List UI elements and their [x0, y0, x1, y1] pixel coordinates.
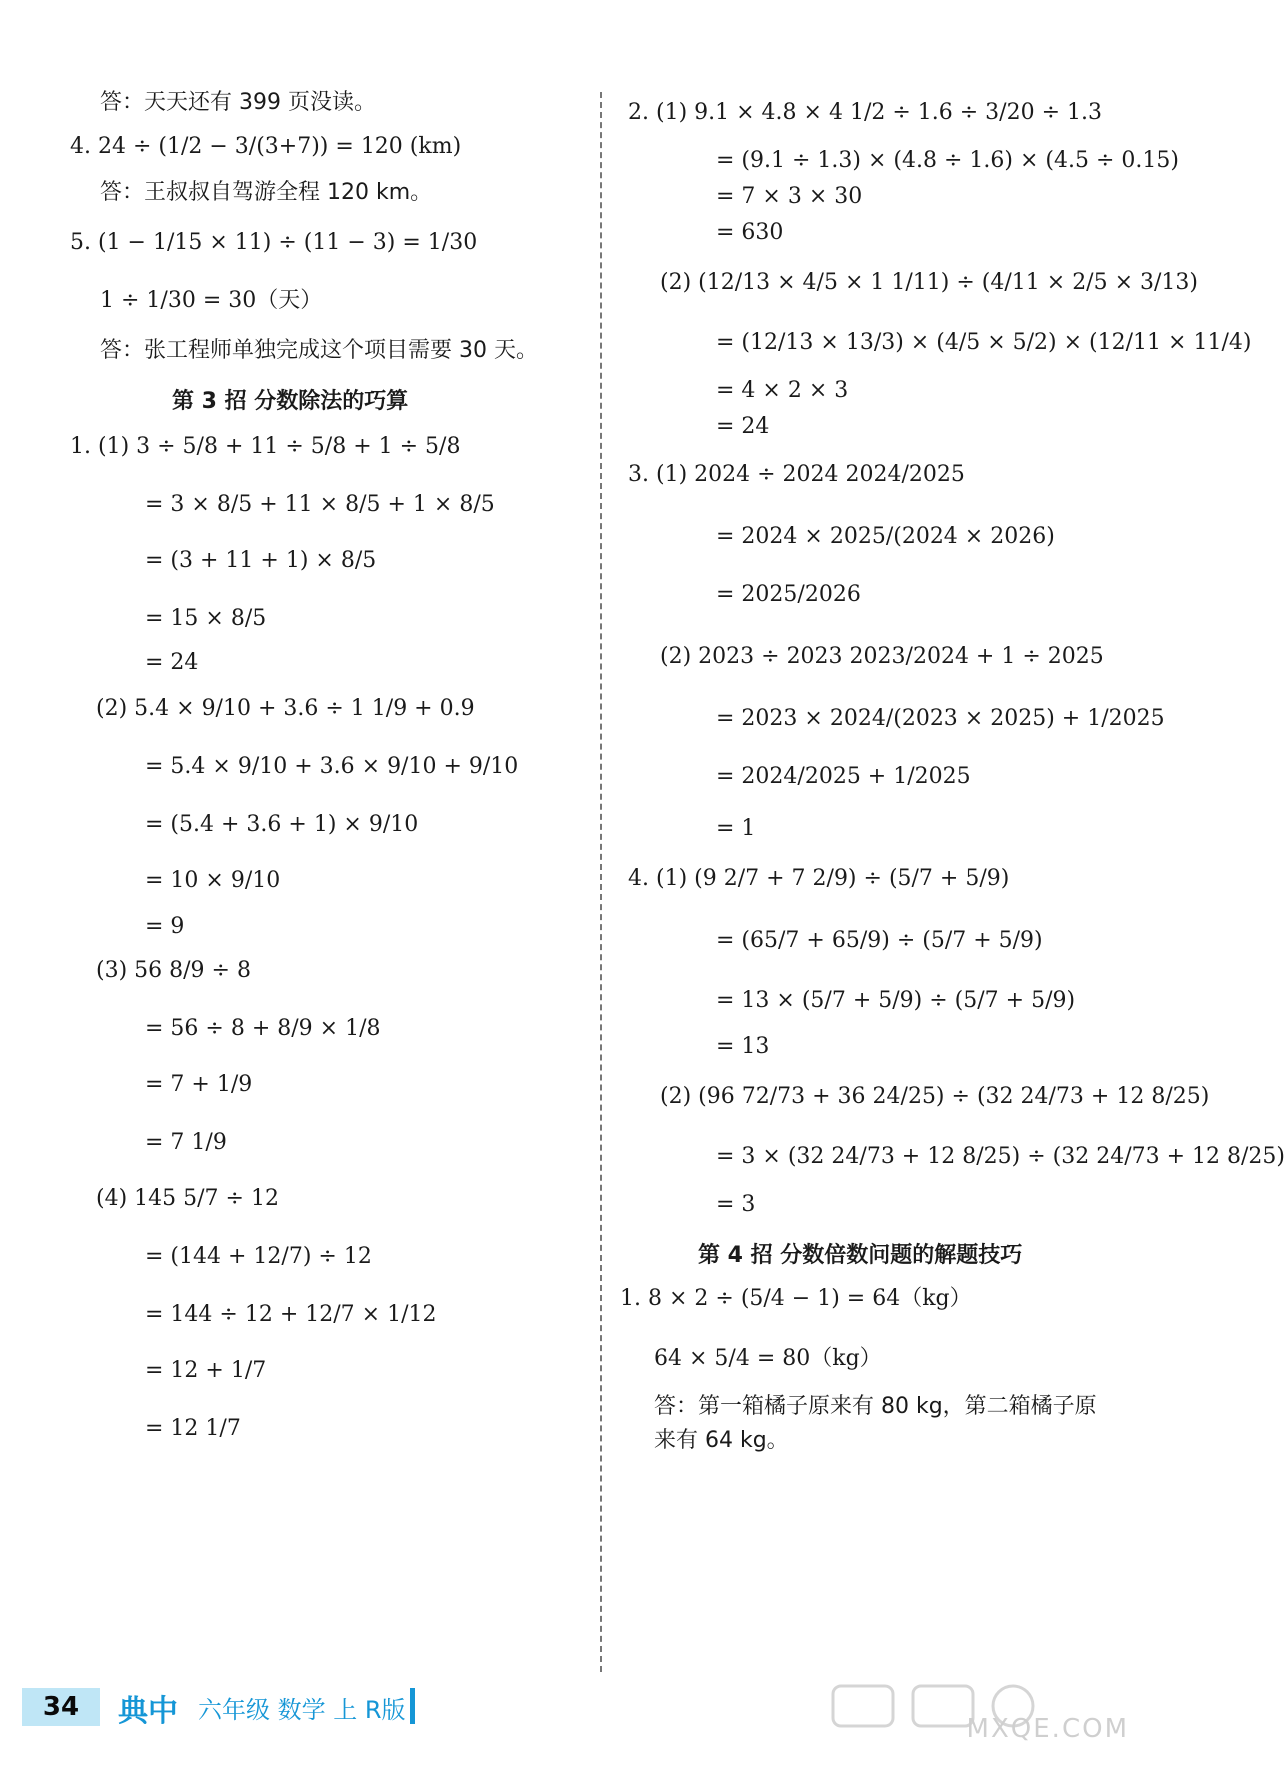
answer-4: 答：王叔叔自驾游全程 120 km。 [100, 180, 433, 205]
q1-1-step: = 3 × 8/5 + 11 × 8/5 + 1 × 8/5 [145, 492, 495, 517]
q1-2: (2) 5.4 × 9/10 + 3.6 ÷ 1 1/9 + 0.9 [96, 696, 475, 721]
q1-1-result: = 24 [145, 650, 199, 675]
brand-logo: 典中 [118, 1694, 178, 1729]
problem-4: 4. 24 ÷ (1/2 − 3/(3+7)) = 120 (km) [70, 134, 462, 159]
section-heading-4: 第 4 招 分数倍数问题的解题技巧 [698, 1243, 1023, 1268]
q5-1: 1. 8 × 2 ÷ (5/4 − 1) = 64（kg） [620, 1286, 972, 1311]
q4-1-step: = 13 × (5/7 + 5/9) ÷ (5/7 + 5/9) [716, 988, 1076, 1013]
q4-1-result: = 13 [716, 1034, 770, 1059]
q3-1-result: = 2025/2026 [716, 582, 861, 607]
q1-4-step: = 144 ÷ 12 + 12/7 × 1/12 [145, 1302, 437, 1327]
q4-2-result: = 3 [716, 1192, 756, 1217]
q1-4-result: = 12 1/7 [145, 1416, 241, 1441]
title-bar-divider [410, 1688, 415, 1724]
watermark [773, 1682, 1133, 1744]
q5-1-step: 64 × 5/4 = 80（kg） [654, 1346, 882, 1371]
q2-1-result: = 630 [716, 220, 784, 245]
q3-1-step: = 2024 × 2025/(2024 × 2026) [716, 524, 1055, 549]
problem-5: 5. (1 − 1/15 × 11) ÷ (11 − 3) = 1/30 [70, 230, 478, 255]
problem-5-step: 1 ÷ 1/30 = 30（天） [100, 288, 323, 313]
q1-4-step: = (144 + 12/7) ÷ 12 [145, 1244, 372, 1269]
q3-2-result: = 1 [716, 816, 756, 841]
q2-2-result: = 24 [716, 414, 770, 439]
q2-1: 2. (1) 9.1 × 4.8 × 4 1/2 ÷ 1.6 ÷ 3/20 ÷ 1.3 [628, 100, 1102, 125]
q1-1: 1. (1) 3 ÷ 5/8 + 11 ÷ 5/8 + 1 ÷ 5/8 [70, 434, 461, 459]
section-heading-3: 第 3 招 分数除法的巧算 [172, 389, 409, 414]
q1-1-step: = (3 + 11 + 1) × 8/5 [145, 548, 377, 573]
page-footer [0, 1680, 1151, 1744]
watermark-text: MXQE.COM [966, 1714, 1129, 1744]
q3-1: 3. (1) 2024 ÷ 2024 2024/2025 [628, 462, 965, 487]
q3-2: (2) 2023 ÷ 2023 2023/2024 + 1 ÷ 2025 [660, 644, 1104, 669]
q4-1: 4. (1) (9 2/7 + 7 2/9) ÷ (5/7 + 5/9) [628, 866, 1010, 891]
q2-2: (2) (12/13 × 4/5 × 1 1/11) ÷ (4/11 × 2/5 × 3/13) [660, 270, 1199, 295]
q1-2-step: = 10 × 9/10 [145, 868, 281, 893]
q1-3-result: = 7 1/9 [145, 1130, 227, 1155]
q2-1-step: = 7 × 3 × 30 [716, 184, 863, 209]
q2-2-step: = (12/13 × 13/3) × (4/5 × 5/2) × (12/11 × 11/4) [716, 330, 1252, 355]
q4-2-step: = 3 × (32 24/73 + 12 8/25) ÷ (32 24/73 + 12 8/25) [716, 1144, 1285, 1169]
q4-2: (2) (96 72/73 + 36 24/25) ÷ (32 24/73 + 12 8/25) [660, 1084, 1210, 1109]
q1-3-step: = 56 ÷ 8 + 8/9 × 1/8 [145, 1016, 381, 1041]
q4-1-step: = (65/7 + 65/9) ÷ (5/7 + 5/9) [716, 928, 1043, 953]
q1-4-step: = 12 + 1/7 [145, 1358, 267, 1383]
page-number: 34 [22, 1688, 100, 1726]
q3-2-step: = 2024/2025 + 1/2025 [716, 764, 971, 789]
answer-q5-1-cont: 来有 64 kg。 [654, 1428, 789, 1453]
answer-1: 答：天天还有 399 页没读。 [100, 90, 376, 115]
q2-1-step: = (9.1 ÷ 1.3) × (4.8 ÷ 1.6) × (4.5 ÷ 0.15) [716, 148, 1179, 173]
q3-2-step: = 2023 × 2024/(2023 × 2025) + 1/2025 [716, 706, 1165, 731]
q1-3: (3) 56 8/9 ÷ 8 [96, 958, 251, 983]
answer-q5-1: 答：第一箱橘子原来有 80 kg，第二箱橘子原 [654, 1394, 1097, 1419]
q1-4: (4) 145 5/7 ÷ 12 [96, 1186, 279, 1211]
answer-5: 答：张工程师单独完成这个项目需要 30 天。 [100, 338, 538, 363]
q1-2-result: = 9 [145, 914, 185, 939]
q1-2-step: = 5.4 × 9/10 + 3.6 × 9/10 + 9/10 [145, 754, 519, 779]
book-title: 六年级 数学 上 R版 [198, 1696, 406, 1724]
column-divider [600, 92, 602, 1672]
q2-2-step: = 4 × 2 × 3 [716, 378, 849, 403]
q1-2-step: = (5.4 + 3.6 + 1) × 9/10 [145, 812, 419, 837]
q1-1-step: = 15 × 8/5 [145, 606, 267, 631]
q1-3-step: = 7 + 1/9 [145, 1072, 253, 1097]
